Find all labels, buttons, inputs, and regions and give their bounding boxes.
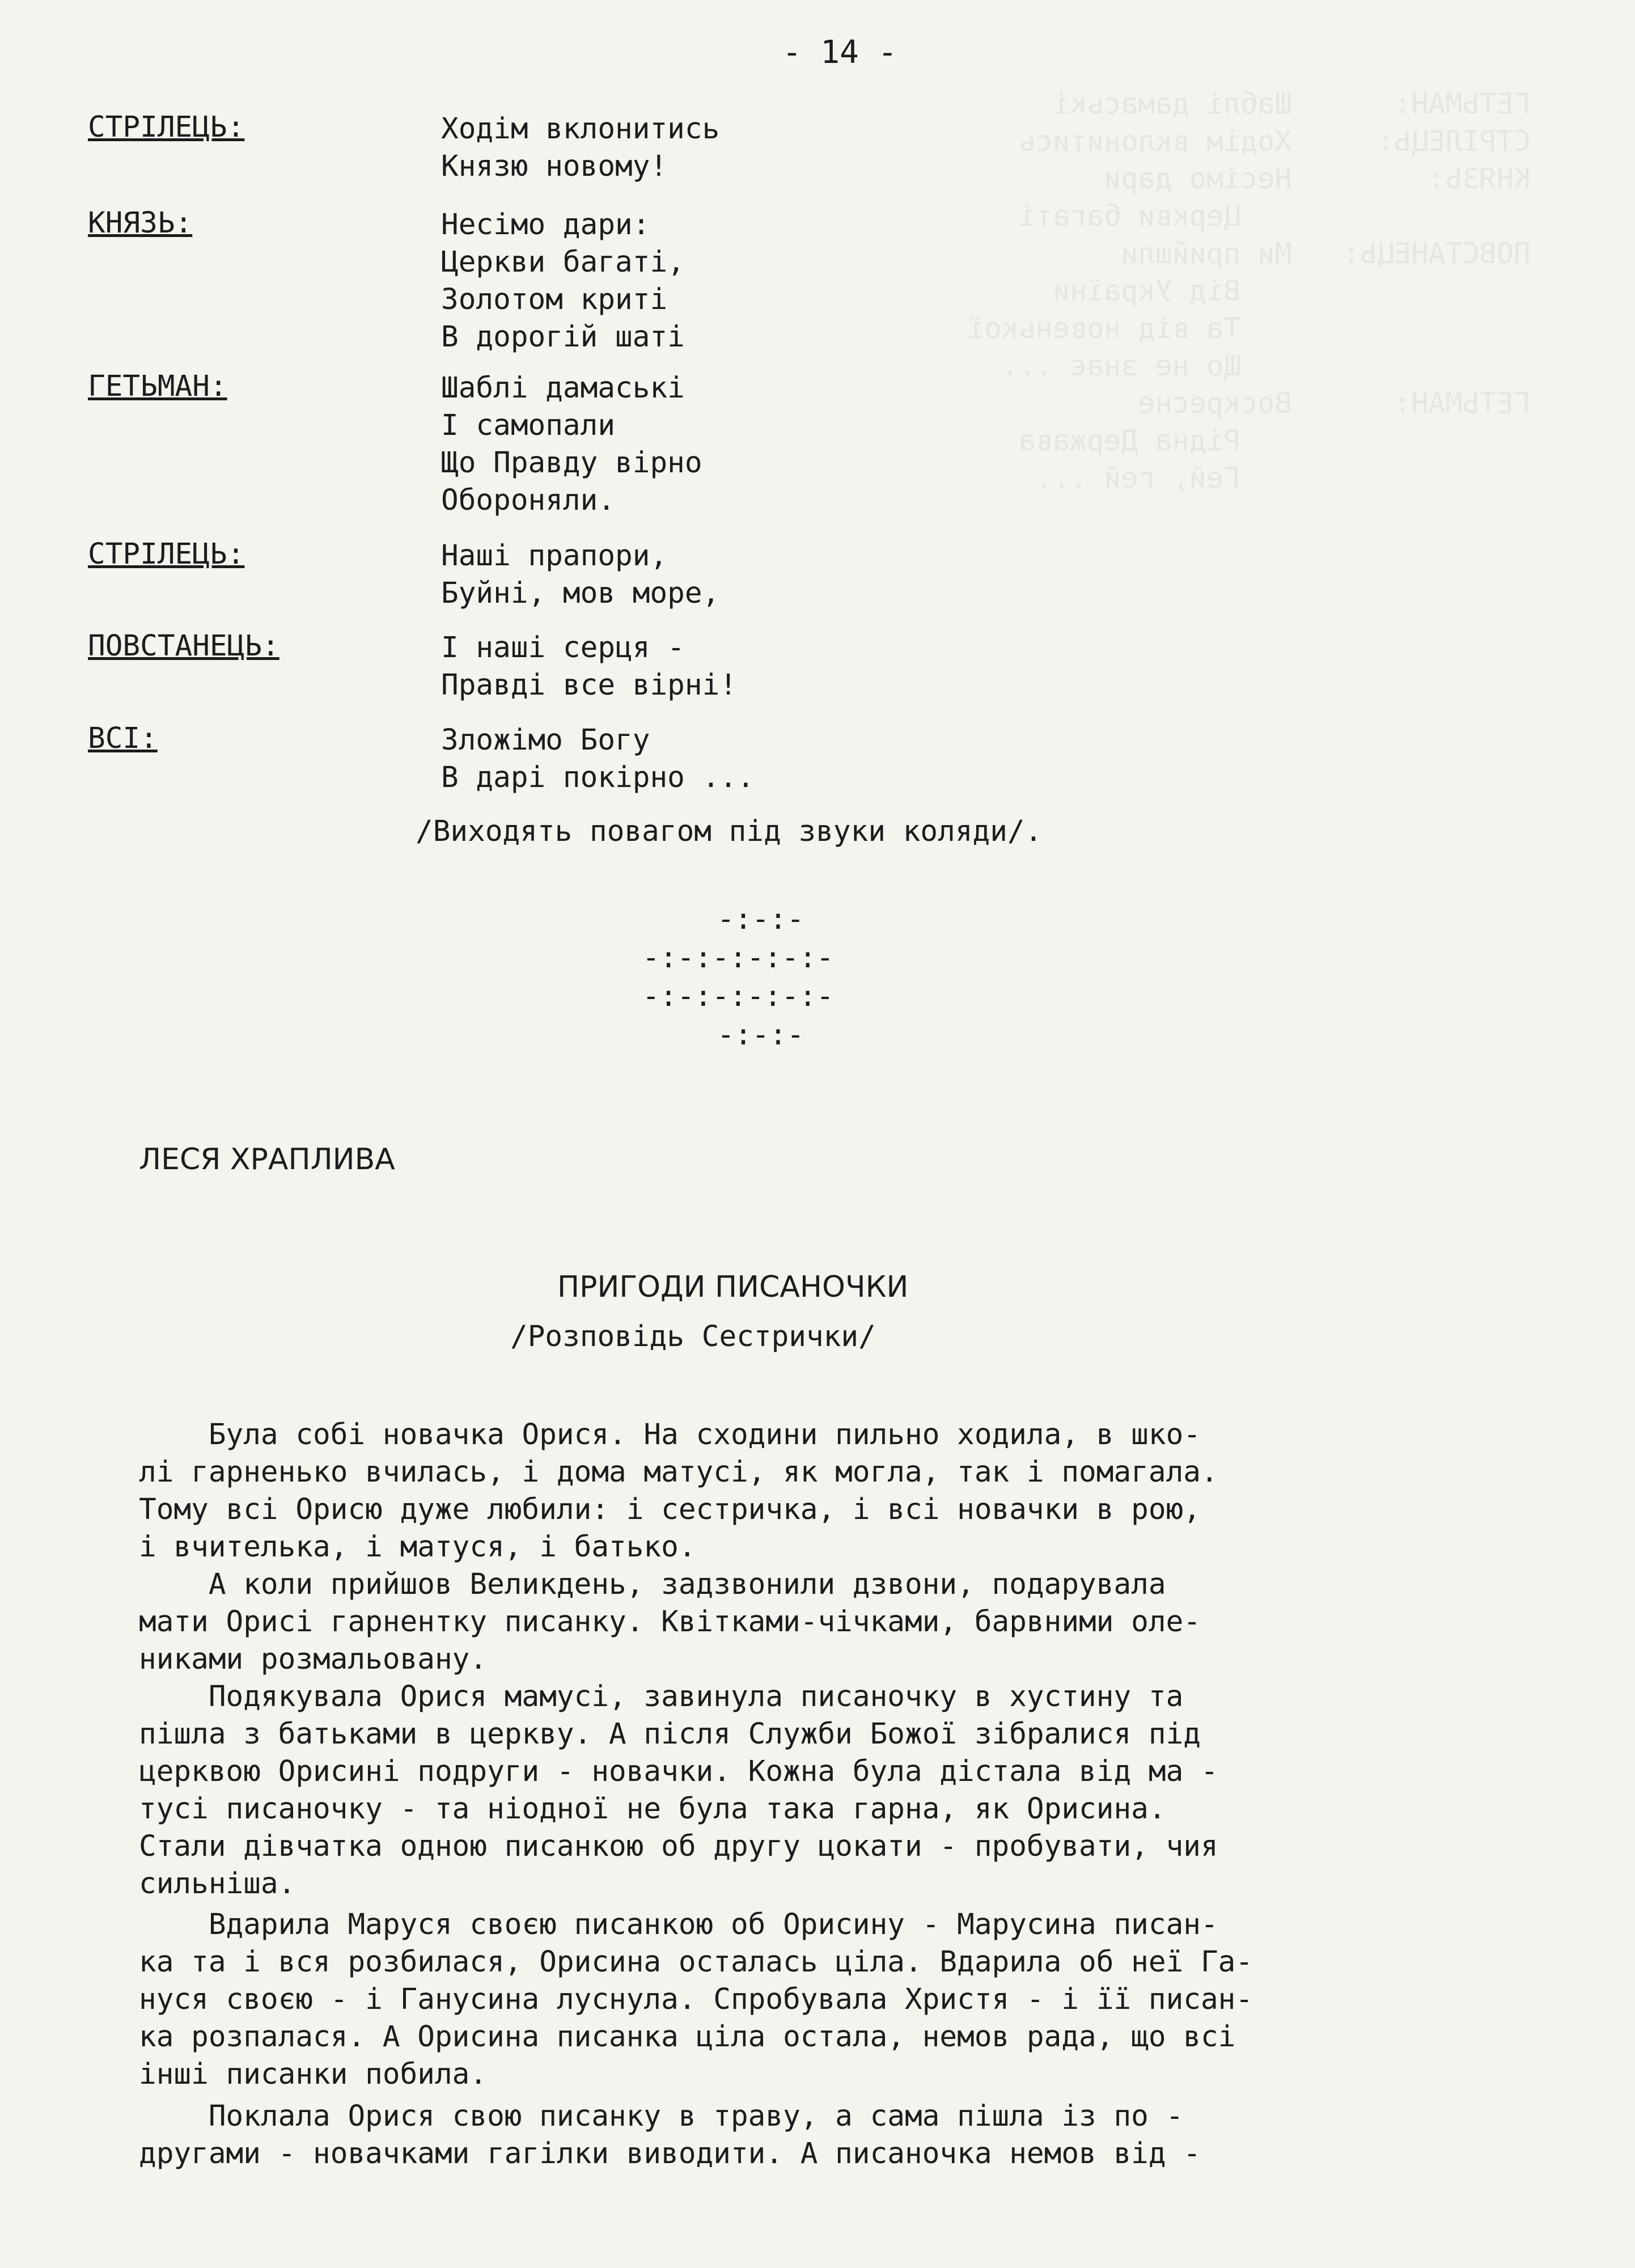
paragraph xyxy=(139,2098,1545,2173)
divider-line: -:-:- xyxy=(717,1018,804,1052)
divider-line: -:-:-:-:-:- xyxy=(642,980,834,1013)
speech-lines xyxy=(441,111,719,185)
speaker-name: СТРІЛЕЦЬ: xyxy=(88,111,245,144)
speech-lines xyxy=(441,538,719,612)
paragraph xyxy=(139,1678,1545,1903)
author-name: ЛЕСЯ ХРАПЛИВА xyxy=(139,1143,395,1177)
paragraph-text: Подякувала Орися мамусі, завинула писаночку в хустину та пішла з батьками в церкву. А після Служби Божої зібралися під церквою Орисині подруги - новачки. Кожна була дістала від ма - тусі писаночку - та ніодної не була така гарна, як Орисина. Стали дівчатка одною писанкою об другу цокати - пробувати, чия сильніша. xyxy=(139,1680,1218,1901)
speech-line: Наші прапори, xyxy=(441,539,668,573)
speech-lines xyxy=(441,722,755,797)
speech-line: Князю новому! xyxy=(441,150,668,183)
speech-line: В дарі покірно ... xyxy=(441,761,755,794)
page-number: - 14 - xyxy=(782,34,897,71)
story-subtitle: /Розповідь Сестрички/ xyxy=(510,1320,876,1353)
speech-lines xyxy=(441,206,685,356)
speech-line: І самопали xyxy=(441,409,616,442)
speech-line: Буйні, мов море, xyxy=(441,577,720,610)
speech-line: Правді все вірні! xyxy=(441,668,737,702)
speaker-name: ВСІ: xyxy=(88,722,158,755)
speech-line: Несімо дари: xyxy=(441,208,650,242)
speech-lines xyxy=(441,370,702,519)
speech-lines xyxy=(441,629,737,704)
speech-line: Ходім вклонитись xyxy=(441,112,720,146)
paragraph xyxy=(139,1566,1545,1678)
speaker-name: ПОВСТАНЕЦЬ: xyxy=(88,629,279,663)
paragraph-text: Вдарила Маруся своєю писанкою об Орисину - Марусина писан- ка та і вся розбилася, Орисина осталась ціла. Вдарила об неї Га- нуся своєю - і Ганусина луснула. Спробувала Христя - і її писан- ка розпалася. А Орисина писанка ціла остала, немов рада, що всі інші писанки побила. xyxy=(139,1908,1253,2091)
paragraph-text: Поклала Орися свою писанку в траву, а сама пішла із по - другами - новачками гагілки виводити. А писаночка немов від - xyxy=(139,2100,1201,2170)
speech-line: Зложімо Богу xyxy=(441,723,650,757)
paragraph xyxy=(139,1416,1545,1566)
bleed-through-text: ГЕТЬМАН: Шаблі дамаські СТРІЛЕЦЬ: Ходім вклонитись КНЯЗЬ: Несімо дари Церкви багаті ПОВСТАНЕЦЬ: Ми прийшли Від України Та від новенької Що не знає ... ГЕТЬМАН: Воскресне Рідна Держава Гей, гей ... xyxy=(967,87,1531,494)
speaker-name: КНЯЗЬ: xyxy=(88,206,193,240)
speech-line: І наші серця - xyxy=(441,631,685,665)
speaker-name: ГЕТЬМАН: xyxy=(88,370,227,403)
speech-line: Шаблі дамаські xyxy=(441,371,685,405)
paragraph xyxy=(139,1906,1545,2093)
speech-line: Церкви багаті, xyxy=(441,246,685,279)
speech-line: Що Правду вірно xyxy=(441,446,702,480)
divider-line: -:-:-:-:-:- xyxy=(642,941,834,975)
story-title: ПРИГОДИ ПИСАНОЧКИ xyxy=(557,1270,909,1304)
speech-line: Золотом криті xyxy=(441,283,668,316)
stage-direction: /Виходять повагом під звуки коляди/. xyxy=(416,815,1043,848)
divider-line: -:-:- xyxy=(717,903,804,936)
paragraph-text: Була собі новачка Орися. На сходини пильно ходила, в шко- лі гарненько вчилась, і дома матусі, як могла, так і помагала. Тому всі Орисю дуже любили: і сестричка, і всі новачки в рою, і вчителька, і матуся, і батько. xyxy=(139,1418,1218,1564)
paragraph-text: А коли прийшов Великдень, задзвонили дзвони, подарувала мати Орисі гарнентку писанку. Квітками-чічками, барвними оле- никами розмальовану. xyxy=(139,1568,1201,1676)
speech-line: Обороняли. xyxy=(441,484,616,517)
speaker-name: СТРІЛЕЦЬ: xyxy=(88,538,245,571)
speech-line: В дорогій шаті xyxy=(441,320,685,354)
